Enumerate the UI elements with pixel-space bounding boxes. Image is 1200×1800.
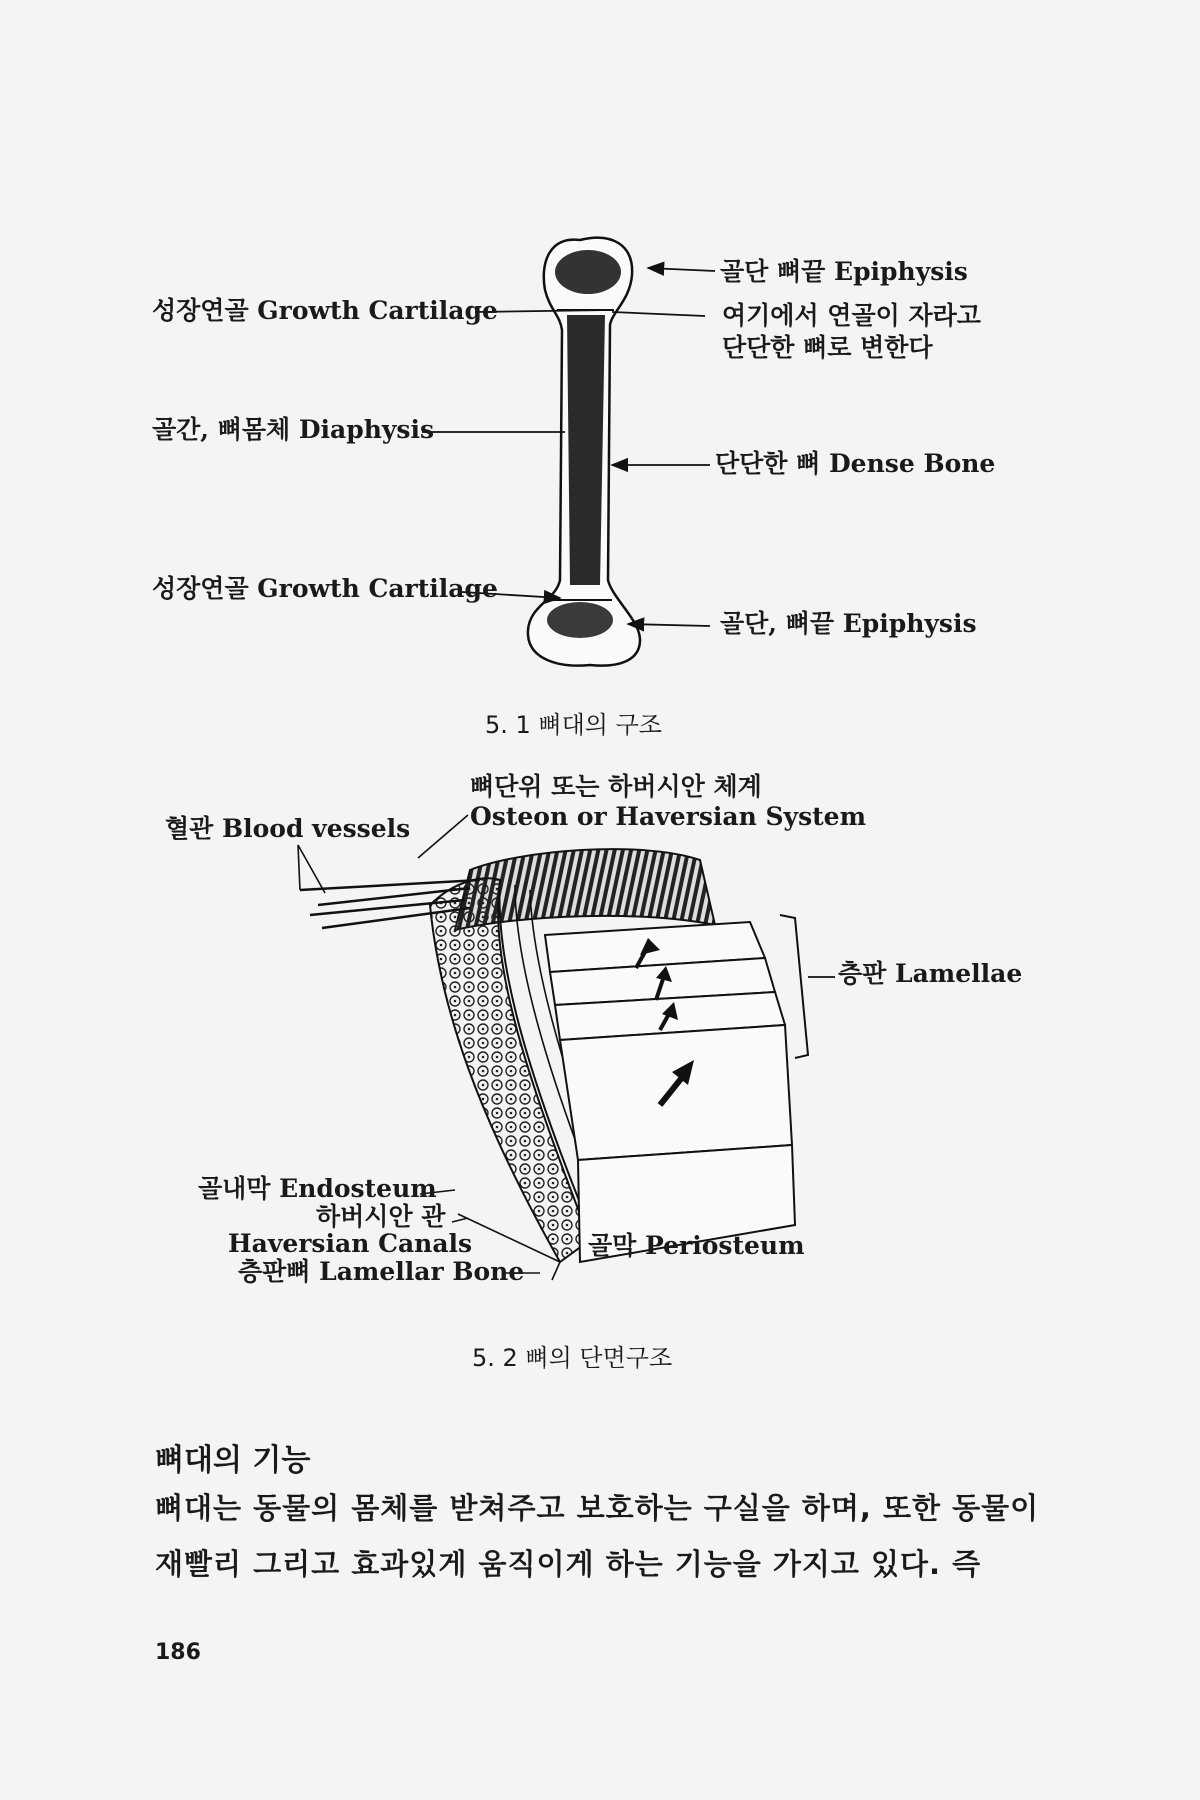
label-growth-cartilage-top: 성장연골 Growth Cartilage <box>152 296 498 325</box>
section-heading: 뼈대의 기능 <box>155 1443 311 1478</box>
label-periosteum: 골막 Periosteum <box>588 1231 805 1260</box>
figure-1-caption: 5. 1 뼈대의 구조 <box>485 711 662 739</box>
figure-2-caption: 5. 2 뼈의 단면구조 <box>472 1344 673 1372</box>
label-epiphysis-bottom: 골단, 뼈끝 Epiphysis <box>720 609 977 638</box>
label-growth-cartilage-bottom: 성장연골 Growth Cartilage <box>152 574 498 603</box>
label-dense-bone: 단단한 뼈 Dense Bone <box>715 449 996 478</box>
label-haversian-korean: 하버시안 관 <box>316 1202 446 1231</box>
label-haversian-english: Haversian Canals <box>228 1229 473 1258</box>
label-blood-vessels: 혈관 Blood vessels <box>165 814 411 843</box>
label-diaphysis: 골간, 뼈몸체 Diaphysis <box>152 415 435 444</box>
long-bone-shape <box>528 238 640 666</box>
page-number: 186 <box>155 1640 201 1665</box>
label-cartilage-note-2: 단단한 뼈로 변한다 <box>722 333 933 362</box>
section-paragraph: 뼈대는 동물의 몸체를 받쳐주고 보호하는 구실을 하며, 또한 동물이 재빨리 그리고 효과있게 움직이게 하는 기능을 가지고 있다. 즉 <box>155 1491 1040 1581</box>
label-endosteum: 골내막 Endosteum <box>198 1174 437 1203</box>
label-osteon-korean: 뼈단위 또는 하버시안 체계 <box>470 772 762 801</box>
label-cartilage-note-1: 여기에서 연골이 자라고 <box>722 301 981 330</box>
label-lamellae: 층판 Lamellae <box>838 959 1023 988</box>
label-osteon-english: Osteon or Haversian System <box>470 802 867 831</box>
label-epiphysis-top: 골단 뼈끝 Epiphysis <box>720 257 968 286</box>
label-lamellar-bone: 층판뼈 Lamellar Bone <box>238 1257 525 1286</box>
